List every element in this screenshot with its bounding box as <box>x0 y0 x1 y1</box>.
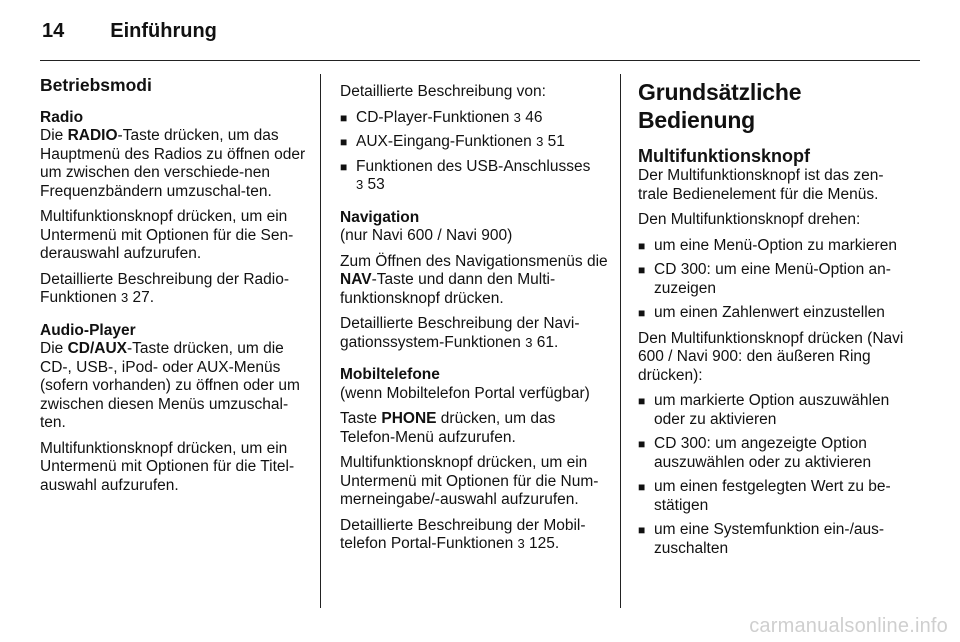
knob-paragraph-1: Der Multifunktionsknopf ist das zen-trale Bedienelement für die Menüs. <box>638 167 884 203</box>
details-list <box>340 109 608 195</box>
navigation-subheading: (nur Navi 600 / Navi 900) <box>340 227 513 244</box>
radio-paragraph-3: Detaillierte Beschreibung der Radio-Funktionen 3 27. <box>40 270 289 306</box>
page-number: 14 <box>42 20 65 42</box>
page-ref-arrow-icon: 3 <box>536 134 544 149</box>
column-1 <box>40 76 308 502</box>
page-ref-navigation[interactable]: 61. <box>532 333 559 351</box>
list-item: ■ um einen Zahlenwert einzustellen <box>638 304 910 323</box>
audio-paragraph-2: Multifunktionsknopf drücken, um ein Untermenü mit Optionen für die Titel-auswahl aufzurufen. <box>40 439 295 494</box>
nav-key: NAV <box>340 271 372 288</box>
page-ref-radio[interactable]: 27. <box>128 289 155 306</box>
phone-subheading: (wenn Mobiltelefon Portal verfügbar) <box>340 384 590 402</box>
page-ref-arrow-icon: 3 <box>356 177 364 192</box>
phone-paragraph-3: Detaillierte Beschreibung der Mobil-telefon Portal-Funktionen 3 125. <box>340 516 586 552</box>
multifunktionsknopf-heading: Multifunktionsknopf <box>638 146 810 166</box>
radio-heading: Radio <box>40 108 84 126</box>
list-item: ■ Funktionen des USB-Anschlusses 3 53 <box>340 158 608 195</box>
list-item: ■ AUX-Eingang-Funktionen 3 51 <box>340 133 608 152</box>
list-item: ■ um eine Systemfunktion ein-/aus-zuschalten <box>638 521 910 558</box>
column-divider-1 <box>320 74 321 608</box>
list-item: ■ um eine Menü-Option zu markieren <box>638 237 910 256</box>
details-intro: Detaillierte Beschreibung von: <box>340 83 546 100</box>
radio-key: RADIO <box>67 127 118 144</box>
page-ref-arrow-icon: 3 <box>513 109 521 125</box>
header-rule <box>40 60 920 61</box>
navigation-paragraph-2: Detaillierte Beschreibung der Navi-gationssystem-Funktionen 3 61. <box>340 315 580 351</box>
section-title-grundsaetzliche-bedienung: Grundsätzliche Bedienung <box>638 79 802 133</box>
audio-paragraph-1: Die CD/AUX-Taste drücken, um die CD-, USB-, iPod- oder AUX-Menüs (sofern vorhanden) zu öffnen oder um zwischen diesen Menüs umzuschal-ten. <box>40 340 300 431</box>
list-item: ■ CD-Player-Funktionen 3 46 <box>340 109 608 128</box>
page-ref-aux[interactable]: 51 <box>543 133 565 150</box>
navigation-paragraph-1: Zum Öffnen des Navigationsmenüs die NAV-Taste und dann den Multi-funktionsknopf drücken. <box>340 252 608 307</box>
page-ref-arrow-icon: 3 <box>525 334 533 350</box>
list-item: ■ CD 300: um eine Menü-Option an-zuzeigen <box>638 261 910 298</box>
column-2 <box>340 83 608 561</box>
list-item: ■ um einen festgelegten Wert zu be-stätigen <box>638 478 910 515</box>
list-item: ■ um markierte Option auszuwählen oder zu aktivieren <box>638 392 910 429</box>
navigation-heading: Navigation <box>340 208 420 226</box>
list-item: ■ CD 300: um angezeigte Option auszuwählen oder zu aktivieren <box>638 435 910 472</box>
watermark: carmanualsonline.info <box>749 615 948 637</box>
page-ref-usb[interactable]: 53 <box>363 176 385 193</box>
cd-aux-key: CD/AUX <box>67 340 127 357</box>
section-title-betriebsmodi: Betriebsmodi <box>40 75 152 95</box>
audio-player-heading: Audio-Player <box>40 321 136 339</box>
mobiltelefone-heading: Mobiltelefone <box>340 366 440 383</box>
radio-paragraph-2: Multifunktionsknopf drücken, um ein Untermenü mit Optionen für die Sen-derauswahl aufzurufen. <box>40 208 294 262</box>
page-header <box>42 20 217 43</box>
page-ref-arrow-icon: 3 <box>121 290 129 305</box>
column-3 <box>638 78 910 565</box>
radio-paragraph-1: Die RADIO-Taste drücken, um das Hauptmenü des Radios zu öffnen oder um zwischen den verschiede-nen Frequenzbändern umzuschal-ten. <box>40 127 306 200</box>
phone-paragraph-2: Multifunktionsknopf drücken, um ein Untermenü mit Optionen für die Num-merneingabe/-auswahl aufzurufen. <box>340 454 599 508</box>
knob-paragraph-3: Den Multifunktionsknopf drücken (Navi 600 / Navi 900: den äußeren Ring drücken): <box>638 329 904 384</box>
chapter-title: Einführung <box>110 20 217 42</box>
turn-list <box>638 237 910 323</box>
phone-paragraph-1: Taste PHONE drücken, um das Telefon-Menü aufzurufen. <box>340 410 556 446</box>
phone-key: PHONE <box>381 410 437 427</box>
page-ref-cd[interactable]: 46 <box>520 108 543 126</box>
knob-paragraph-2: Den Multifunktionsknopf drehen: <box>638 211 861 228</box>
page-ref-arrow-icon: 3 <box>517 536 525 551</box>
page-ref-phone[interactable]: 125. <box>524 535 560 552</box>
press-list <box>638 392 910 558</box>
column-divider-2 <box>620 74 621 608</box>
